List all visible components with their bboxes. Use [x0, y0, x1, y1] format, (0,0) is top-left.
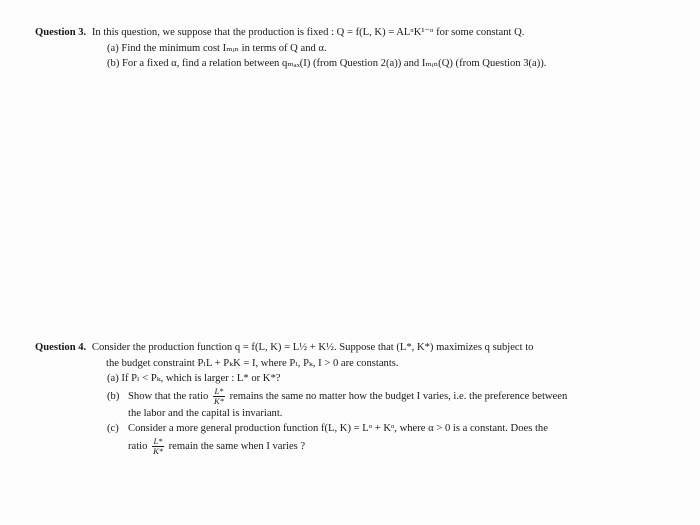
part-mark: (b) [107, 390, 120, 402]
fraction-denominator: K* [153, 445, 163, 456]
question-3-part-b [35, 56, 665, 72]
question-4-intro-line [35, 340, 665, 356]
question-3-intro-line [35, 25, 665, 41]
fraction-numerator: L* [153, 435, 163, 446]
question-3 [35, 25, 665, 72]
question-4-intro-1: Consider the production function q = f(L, K) = L½ + K½. Suppose that (L*, K*) maximizes q subject to [91, 342, 534, 353]
question-4-part-c [35, 421, 665, 437]
part-text-pre: Show that the ratio [128, 390, 209, 402]
question-4-intro-2: the budget constraint PₗL + PₖK = I, where Pₗ, Pₖ, I > 0 are constants. [106, 357, 399, 369]
fraction-numerator: L* [214, 385, 224, 396]
part-mark: (a) [107, 373, 119, 384]
part-mark: (b) [107, 58, 120, 69]
question-4-part-b [35, 387, 665, 406]
question-3-part-a [35, 41, 665, 57]
question-3-label: Question 3. [35, 27, 87, 38]
part-mark: (a) [107, 42, 119, 54]
part-text: For a fixed α, find a relation between qₘₐₓ(I) (from Question 2(a)) and Iₘᵢₙ(Q) (from Question 3(a)). [122, 58, 547, 69]
part-mark: (c) [107, 423, 119, 435]
part-text-post: remain the same when I varies ? [168, 440, 306, 452]
part-text-post: remains the same no matter how the budget I varies, i.e. the preference between [229, 390, 568, 402]
question-4-part-b-cont: the labor and the capital is invariant. [128, 407, 283, 419]
question-4-part-a [35, 371, 665, 387]
question-4-part-c-cont [35, 437, 665, 456]
question-4 [35, 340, 665, 456]
part-text: Find the minimum cost Iₘᵢₙ in terms of Q and α. [121, 42, 327, 54]
question-4-label: Question 4. [35, 342, 87, 353]
question-3-intro: In this question, we suppose that the production is fixed : Q = f(L, K) = ALᵅK¹⁻ᵅ for some constant Q. [91, 27, 525, 38]
fraction-denominator: K* [213, 395, 224, 406]
part-text-pre: ratio [128, 440, 148, 452]
part-text-line-1: Consider a more general production function f(L, K) = Lᵅ + Kᵅ, where α > 0 is a constant. Does the [128, 423, 548, 435]
ratio-fraction [213, 387, 225, 406]
ratio-fraction [152, 437, 164, 456]
part-text: If Pₗ < Pₖ, which is larger : L* or K*? [121, 373, 281, 384]
